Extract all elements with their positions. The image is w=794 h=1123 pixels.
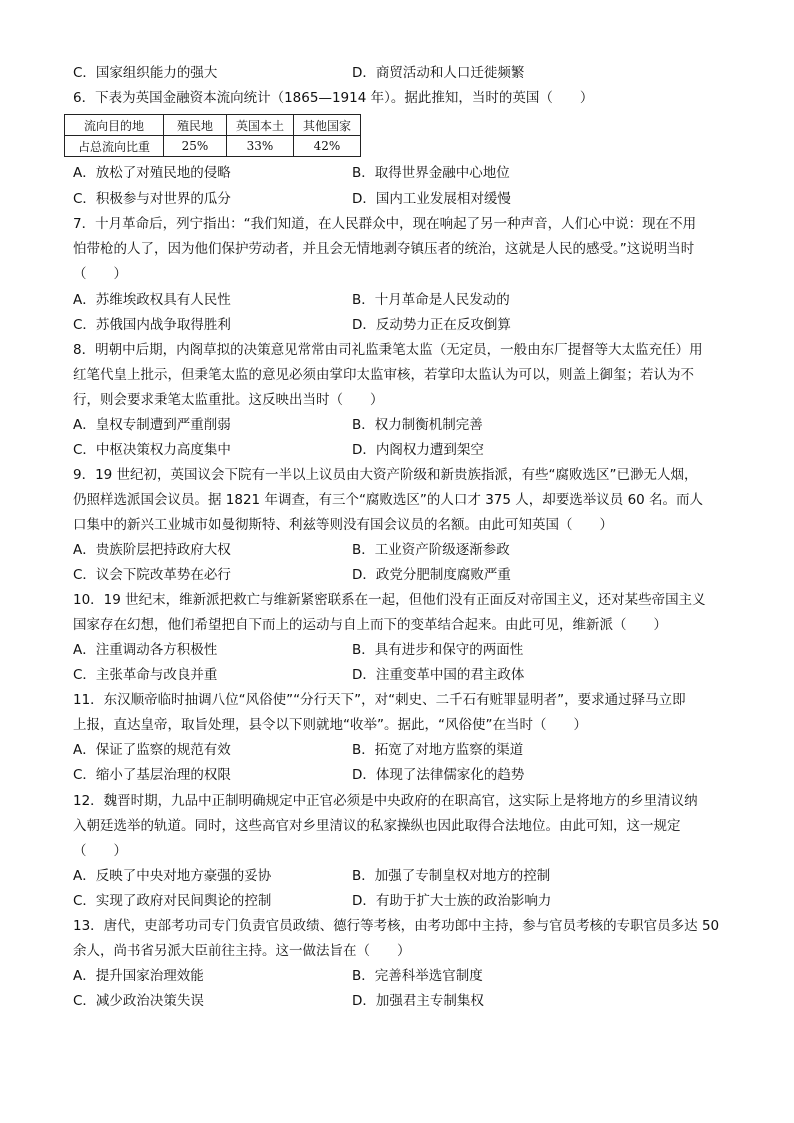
q8-stem-line: 行，则会要求秉笔太监重批。这反映出当时（ ） <box>73 392 384 408</box>
q5-option-c: C．国家组织能力的强大 <box>73 65 218 81</box>
q7-stem-line: （ ） <box>73 266 127 282</box>
q7-option-d: D．反动势力正在反攻倒算 <box>352 317 511 333</box>
table-header-cell: 流向目的地 <box>65 115 164 136</box>
q8-stem-line: 8．明朝中后期，内阁草拟的决策意见常常由司礼监秉笔太监（无定员，一般由东厂提督等大太监充任）用 <box>73 342 703 358</box>
q13-option-a: A．提升国家治理效能 <box>73 968 204 984</box>
q9-option-c: C．议会下院改革势在必行 <box>73 567 231 583</box>
table-cell: 42% <box>294 136 361 157</box>
q12-option-d: D．有助于扩大士族的政治影响力 <box>352 893 552 909</box>
q9-option-a: A．贵族阶层把持政府大权 <box>73 542 231 558</box>
q13-option-b: B．完善科举选官制度 <box>352 968 483 984</box>
q8-option-d: D．内阁权力遭到架空 <box>352 442 484 458</box>
q7-stem-line: 7．十月革命后，列宁指出：“我们知道，在人民群众中，现在响起了另一种声音，人们心中说：现在不用 <box>73 216 697 232</box>
q13-stem-line: 13．唐代，吏部考功司专门负责官员政绩、德行等考核，由考功郎中主持，参与官员考核的专职官员多达 50 <box>73 918 720 934</box>
q10-stem-line: 10．19 世纪末，维新派把救亡与维新紧密联系在一起，但他们没有正面反对帝国主义，还对某些帝国主义 <box>73 592 706 608</box>
table-row <box>65 136 361 157</box>
q11-stem-line: 上报，直达皇帝，取旨处理，县令以下则就地“收举”。据此，“风俗使”在当时（ ） <box>73 717 587 733</box>
q6-option-b: B．取得世界金融中心地位 <box>352 165 510 181</box>
q8-option-b: B．权力制衡机制完善 <box>352 417 483 433</box>
q11-option-c: C．缩小了基层治理的权限 <box>73 767 231 783</box>
q9-option-d: D．政党分肥制度腐败严重 <box>352 567 511 583</box>
q10-stem-line: 国家存在幻想，他们希望把自下而上的运动与自上而下的变革结合起来。由此可见，维新派（ ） <box>73 617 667 633</box>
table-cell: 33% <box>227 136 294 157</box>
table-header-cell: 英国本土 <box>227 115 294 136</box>
q7-stem-line: 怕带枪的人了，因为他们保护劳动者，并且会无情地剥夺镇压者的统治，这就是人民的感受。”这说明当时 <box>73 241 695 257</box>
q6-finance-table <box>64 114 361 157</box>
table-cell: 25% <box>164 136 227 157</box>
q11-stem-line: 11．东汉顺帝临时抽调八位“风俗使”“分行天下”，对“刺史、二千石有赃罪显明者”，要求通过驿马立即 <box>73 692 686 708</box>
q8-stem-line: 红笔代皇上批示，但秉笔太监的意见必须由掌印太监审核，若掌印太监认为可以，则盖上御玺；若认为不 <box>73 367 694 383</box>
q12-stem-line: 入朝廷选举的轨道。同时，这些高官对乡里清议的私家操纵也因此取得合法地位。由此可知，这一规定 <box>73 818 681 834</box>
table-header-cell: 殖民地 <box>164 115 227 136</box>
q5-option-d: D．商贸活动和人口迁徙频繁 <box>352 65 525 81</box>
table-header-row <box>65 115 361 136</box>
q8-option-c: C．中枢决策权力高度集中 <box>73 442 231 458</box>
q6-option-c: C．积极参与对世界的瓜分 <box>73 191 231 207</box>
q11-option-a: A．保证了监察的规范有效 <box>73 742 231 758</box>
q6-option-a: A．放松了对殖民地的侵略 <box>73 165 231 181</box>
q10-option-d: D．注重变革中国的君主政体 <box>352 667 525 683</box>
q8-option-a: A．皇权专制遭到严重削弱 <box>73 417 231 433</box>
q12-option-a: A．反映了中央对地方豪强的妥协 <box>73 868 272 884</box>
q11-option-d: D．体现了法律儒家化的趋势 <box>352 767 525 783</box>
q12-stem-line: （ ） <box>73 843 127 859</box>
q13-stem-line: 余人，尚书省另派大臣前往主持。这一做法旨在（ ） <box>73 943 411 959</box>
q11-option-b: B．拓宽了对地方监察的渠道 <box>352 742 524 758</box>
q10-option-c: C．主张革命与改良并重 <box>73 667 218 683</box>
q13-option-c: C．减少政治决策失误 <box>73 993 204 1009</box>
q10-option-a: A．注重调动各方积极性 <box>73 642 218 658</box>
table-header-cell: 其他国家 <box>294 115 361 136</box>
q7-option-a: A．苏维埃政权具有人民性 <box>73 292 231 308</box>
q10-option-b: B．具有进步和保守的两面性 <box>352 642 524 658</box>
q12-option-b: B．加强了专制皇权对地方的控制 <box>352 868 551 884</box>
q7-option-c: C．苏俄国内战争取得胜利 <box>73 317 231 333</box>
q6-stem: 6．下表为英国金融资本流向统计（1865—1914 年）。据此推知，当时的英国（ ） <box>73 90 594 106</box>
q12-option-c: C．实现了政府对民间舆论的控制 <box>73 893 272 909</box>
q9-option-b: B．工业资产阶级逐渐参政 <box>352 542 510 558</box>
q6-option-d: D．国内工业发展相对缓慢 <box>352 191 511 207</box>
table-cell: 占总流向比重 <box>65 136 164 157</box>
q13-option-d: D．加强君主专制集权 <box>352 993 484 1009</box>
q9-stem-line: 仍照样选派国会议员。据 1821 年调查，有三个“腐败选区”的人口才 375 人，却要选举议员 60 名。而人 <box>73 492 704 508</box>
q9-stem-line: 口集中的新兴工业城市如曼彻斯特、利兹等则没有国会议员的名额。由此可知英国（ ） <box>73 517 613 533</box>
q9-stem-line: 9．19 世纪初，英国议会下院有一半以上议员由大资产阶级和新贵族指派，有些“腐败选区”已渺无人烟， <box>73 467 698 483</box>
q12-stem-line: 12．魏晋时期，九品中正制明确规定中正官必须是中央政府的在职高官，这实际上是将地方的乡里清议纳 <box>73 793 698 809</box>
q7-option-b: B．十月革命是人民发动的 <box>352 292 510 308</box>
